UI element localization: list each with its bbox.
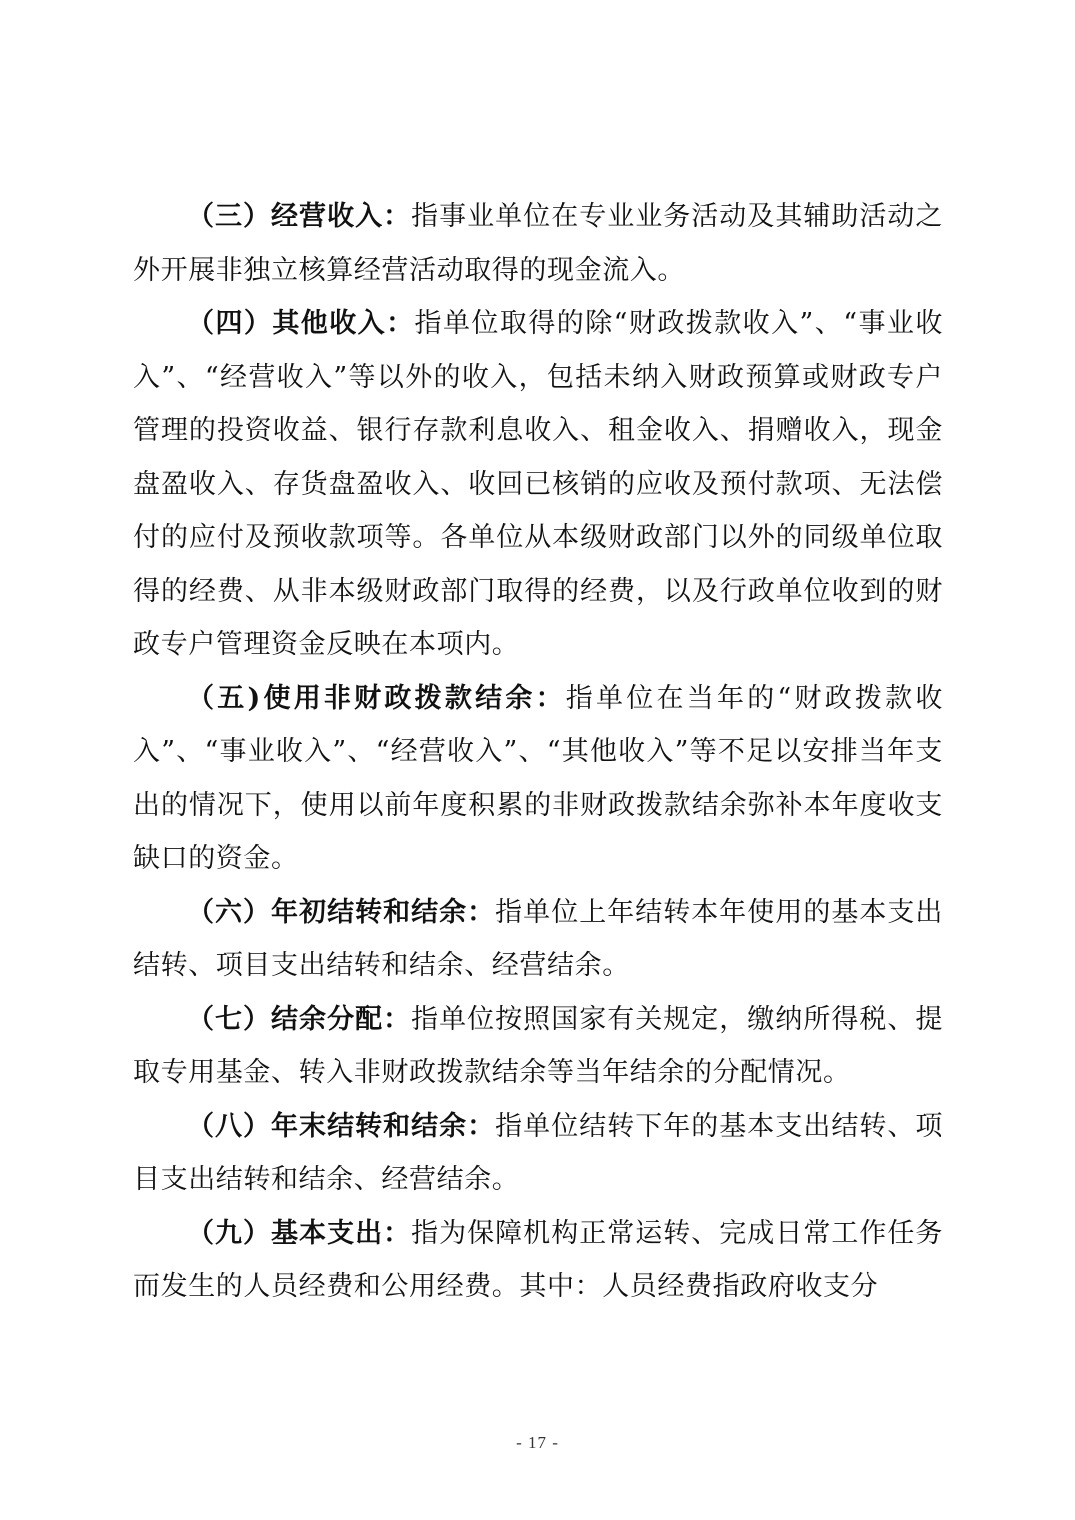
paragraph-heading: （九）基本支出： bbox=[187, 1217, 412, 1249]
paragraph-text: 指单位上年结转本年使用的基本支出结转、项目支出结转和结余、经营结余。 bbox=[133, 896, 943, 981]
paragraph-opening-carryover bbox=[133, 886, 943, 993]
paragraph-heading: （五)使用非财政拨款结余： bbox=[187, 682, 566, 714]
paragraph-other-income bbox=[133, 297, 943, 672]
paragraph-text: 指为保障机构正常运转、完成日常工作任务而发生的人员经费和公用经费。其中：人员经费指政府收支分 bbox=[133, 1217, 943, 1302]
paragraph-text: 指单位在当年的“财政拨款收入”、“事业收入”、“经营收入”、“其他收入”等不足以安排当年支出的情况下，使用以前年度积累的非财政拨款结余弥补本年度收支缺口的资金。 bbox=[133, 682, 943, 874]
paragraph-heading: （六）年初结转和结余： bbox=[187, 896, 496, 928]
paragraph-heading: （七）结余分配： bbox=[187, 1003, 412, 1035]
paragraph-surplus-distribution bbox=[133, 993, 943, 1100]
paragraph-text: 指单位取得的除“财政拨款收入”、“事业收入”、“经营收入”等以外的收入，包括未纳入财政预算或财政专户管理的投资收益、银行存款利息收入、租金收入、捐赠收入，现金盘盈收入、存货盘盈收入、收回已核销的应收及预付款项、无法偿付的应付及预收款项等。各单位从本级财政部门以外的同级单位取得的经费、从非本级财政部门取得的经费，以及行政单位收到的财政专户管理资金反映在本项内。 bbox=[133, 308, 943, 660]
document-body bbox=[133, 190, 943, 1314]
paragraph-text: 指单位按照国家有关规定，缴纳所得税、提取专用基金、转入非财政拨款结余等当年结余的分配情况。 bbox=[133, 1003, 943, 1088]
paragraph-text: 指单位结转下年的基本支出结转、项目支出结转和结余、经营结余。 bbox=[133, 1110, 943, 1195]
paragraph-operating-income bbox=[133, 190, 943, 297]
paragraph-heading: （三）经营收入： bbox=[187, 201, 412, 232]
paragraph-heading: （八）年末结转和结余： bbox=[187, 1110, 496, 1142]
paragraph-heading: （四）其他收入： bbox=[187, 308, 415, 339]
paragraph-text: 指事业单位在专业业务活动及其辅助活动之外开展非独立核算经营活动取得的现金流入。 bbox=[133, 201, 943, 286]
paragraph-non-fiscal-surplus bbox=[133, 672, 943, 886]
paragraph-basic-expenditure bbox=[133, 1207, 943, 1314]
paragraph-closing-carryover bbox=[133, 1100, 943, 1207]
page-number: - 17 - bbox=[516, 1433, 559, 1452]
